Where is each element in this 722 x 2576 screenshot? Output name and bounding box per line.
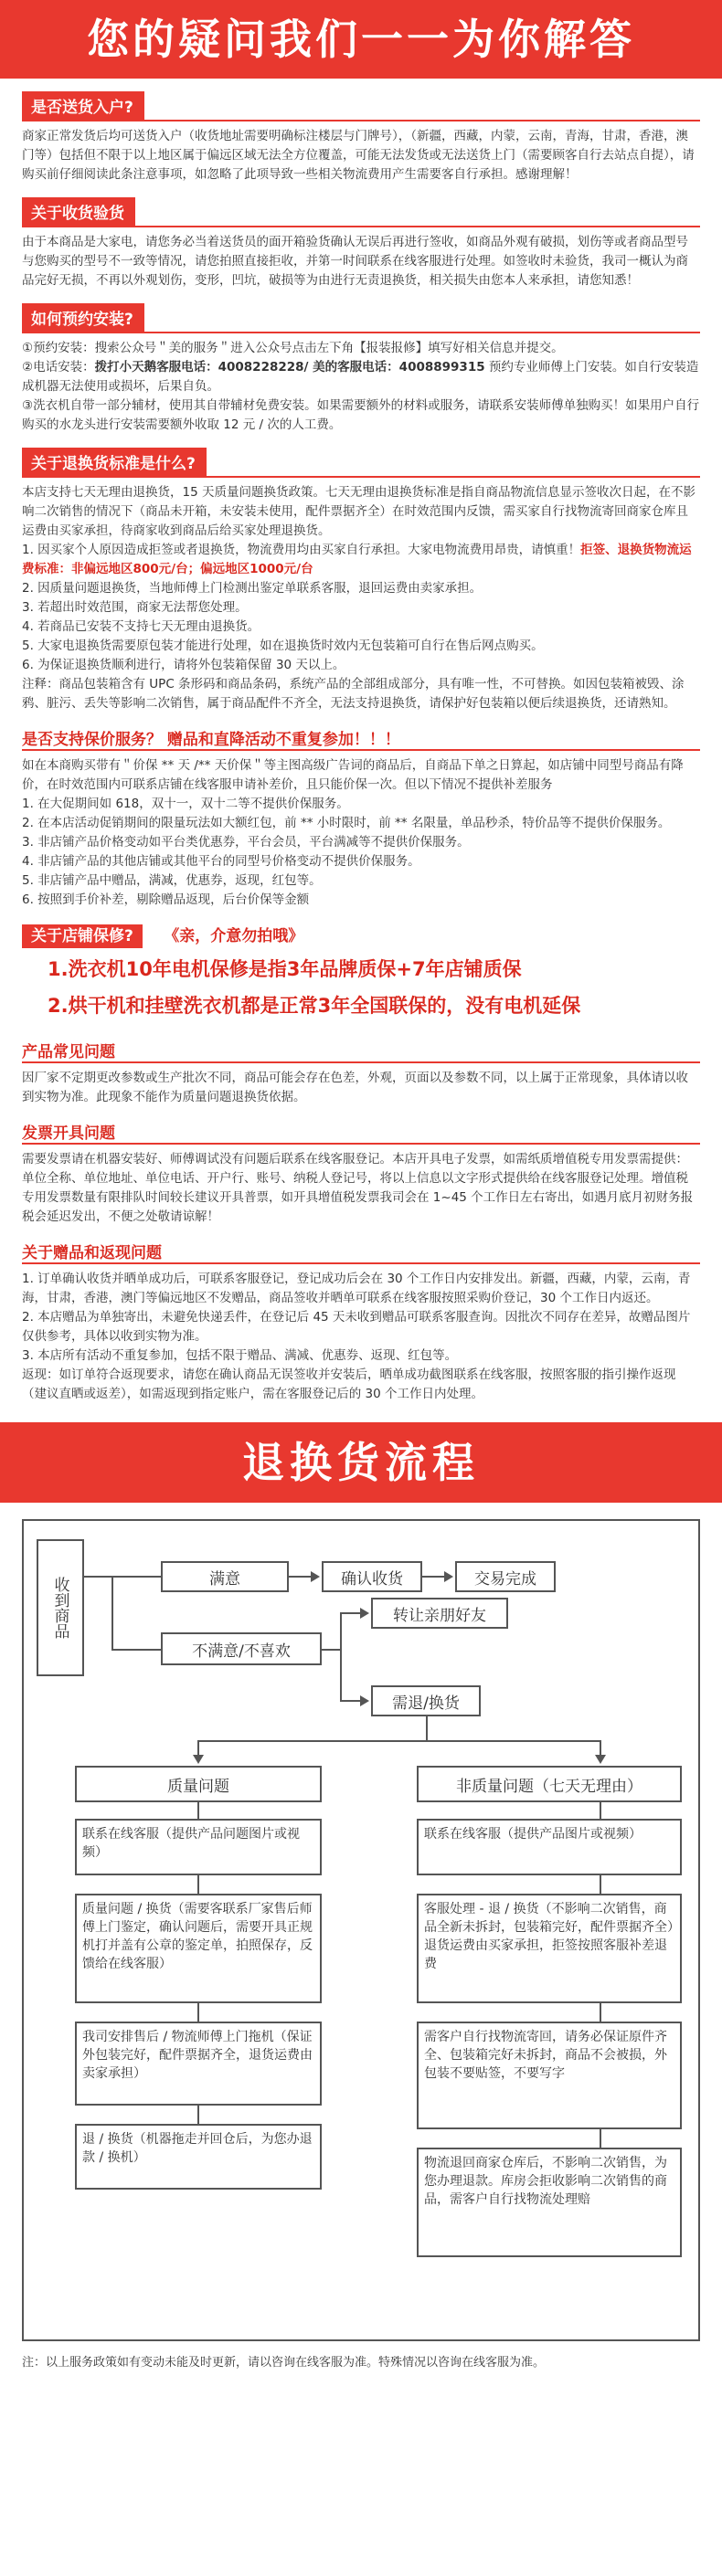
- gifts-item-1: 1. 订单确认收货并晒单成功后，可联系客服登记，登记成功后会在 30 个工作日内安排发出。新疆，西藏，内蒙，云南，青海，甘肃，香港，澳门等偏远地区不发赠品，商品签收并晒单可联系在线客服按照采购价登记，30 个工作日内返还。: [22, 1272, 691, 1305]
- flow-quality-step-2: 质量问题 / 换货（需要客联系厂家售后师傅上门鉴定，确认问题后，需要开具正规机打并盖有公章的鉴定单，拍照保存，反馈给在线客服）: [75, 1894, 322, 2003]
- flow-quality-issue: 质量问题: [75, 1766, 322, 1802]
- flow-quality-step-4: 退 / 换货（机器拖走并回仓后，为您办退款 / 换机）: [75, 2124, 322, 2190]
- flow-non-quality-step-4: 物流退回商家仓库后，不影响二次销售，为您办理退款。库房会拒收影响二次销售的商品，需客户自行找物流处理赔: [417, 2148, 682, 2257]
- connector: [600, 2003, 601, 2022]
- gifts-cashback: 返现：如订单符合返现要求，请您在确认商品无误签收并安装后，晒单成功截图联系在线客服，按照客服的指引操作返现（建议直晒或返差），如需返现到指定账户，需在客服登记后的 30 个工作日内处理。: [22, 1367, 676, 1401]
- delivery-text: 商家正常发货后均可送货入户（收货地址需要明确标注楼层与门牌号），（新疆，西藏，内蒙，云南，青海，甘肃，香港，澳门等）包括但不限于以上地区属于偏远区域无法全方位覆盖，可能无法发货或无法送货上门（需要顾客自行去站点自提），请购买前仔细阅读此条注意事项，如忽略了此项导致一些相关物流费用产生需要客自行承担。感谢理解！: [22, 129, 695, 182]
- divider: [22, 1262, 700, 1264]
- section-gifts: [22, 1240, 700, 1404]
- arrow-right: [311, 1571, 320, 1582]
- faq-text: 因厂家不定期更改参数或生产批次不同，商品可能会存在色差，外观，页面以及参数不同，以上属于正常现象，具体请以收到实物为准。此现象不能作为质量问题退换货依据。: [22, 1071, 688, 1104]
- connector: [197, 1802, 199, 1819]
- returns-item-2: 2. 因质量问题退换货，当地师傅上门检测出鉴定单联系客服，退回运费由卖家承担。: [22, 581, 483, 596]
- flow-received: 收到商品: [37, 1539, 84, 1676]
- connector: [84, 1576, 111, 1578]
- inspection-heading: 关于收货验货: [22, 197, 135, 226]
- gifts-text: [22, 1270, 700, 1404]
- connector: [197, 2106, 199, 2124]
- returns-item-4: 4. 若商品已安装不支持七天无理由退换货。: [22, 619, 260, 634]
- returns-item-5: 5. 大家电退换货需要原包装才能进行处理，如在退换货时效内无包装箱可自行在售后网点购买。: [22, 639, 544, 653]
- price-protection-item-4: 4. 非店铺产品的其他店铺或其他平台的同型号价格变动不提供价保服务。: [22, 854, 420, 869]
- connector: [322, 1649, 340, 1651]
- connector: [426, 1716, 428, 1740]
- connector: [600, 1802, 601, 1819]
- flow-quality-step-1: 联系在线客服（提供产品问题图片或视频）: [75, 1819, 322, 1875]
- connector: [111, 1576, 113, 1651]
- section-faq: [22, 1039, 700, 1107]
- delivery-heading: 是否送货入户?: [22, 91, 144, 120]
- price-protection-intro: 如在本商购买带有＂价保 ** 天 /** 天价保＂等主图高级广告词的商品后，自商品下单之日算起，如店铺中同型号商品有降价，在时效范围内可联系店铺在线客服申请补差价，且只能价保一次。但以下情况不提供补差服务: [22, 758, 684, 792]
- flow-non-quality-step-2: 客服处理 - 退 / 换货（不影响二次销售，商品全新未拆封，包装箱完好，配件票据齐全）退货运费由买家承担，拒签按照客服补差退费: [417, 1894, 682, 2003]
- returns-item-1-text: 1. 因买家个人原因造成拒签或者退换货，物流费用均由买家自行承担。大家电物流费用昂贵，请慎重！: [22, 543, 581, 557]
- connector: [197, 1740, 600, 1742]
- price-protection-item-2: 2. 在本店活动促销期间的限量玩法如大额红包，前 ** 小时限时，前 ** 名限量，单品秒杀，特价品等不提供价保服务。: [22, 816, 671, 830]
- flow-non-quality-step-3: 需客户自行找物流寄回，请务必保证原件齐全、包装箱完好未拆封，商品不会被损，外包装不要贴签，不要写字: [417, 2022, 682, 2129]
- price-protection-heading: 是否支持保价服务？ 赠品和直降活动不重复参加！！！: [22, 731, 400, 749]
- install-phone-note: 预约专业师傅上门安装。如自行安装造成机器无法使用或损坏，后果自负。: [22, 360, 699, 394]
- section-price-protection: [22, 726, 700, 910]
- flow-non-quality-step-1: 联系在线客服（提供产品图片或视频）: [417, 1819, 682, 1875]
- returns-item-6: 6. 为保证退换货顺利进行，请将外包装箱保留 30 天以上。: [22, 658, 345, 672]
- returns-heading: 关于退换货标准是什么?: [22, 448, 207, 476]
- divider: [22, 476, 700, 478]
- divider: [22, 1061, 700, 1063]
- connector: [340, 1700, 360, 1702]
- price-protection-item-6: 6. 按照到手价补差，剔除赠品返现，后台价保等金额: [22, 892, 310, 907]
- warranty-title: 关于店铺保修?: [22, 924, 143, 948]
- install-phone-label: ②电话安装：: [22, 360, 95, 375]
- price-protection-text: [22, 756, 700, 910]
- arrow-down: [595, 1755, 606, 1764]
- connector: [422, 1576, 444, 1578]
- divider: [22, 120, 700, 121]
- flow-transaction-complete: 交易完成: [455, 1561, 556, 1592]
- price-protection-item-5: 5. 非店铺产品中赠品，满减，优惠券，返现，红包等。: [22, 873, 322, 888]
- top-banner: 您的疑问我们一一为你解答: [0, 0, 722, 79]
- flow-quality-step-3: 我司安排售后 / 物流师傅上门拖机（保证外包装完好，配件票据齐全，退货运费由卖家承担）: [75, 2022, 322, 2106]
- connector: [197, 1875, 199, 1894]
- section-installation: [22, 303, 700, 435]
- flow-need-return: 需退/换货: [371, 1685, 481, 1716]
- faq-heading: 产品常见问题: [22, 1043, 115, 1061]
- connector: [340, 1612, 360, 1614]
- divider: [22, 226, 700, 227]
- flow-satisfied: 满意: [161, 1561, 289, 1592]
- installation-text: [22, 339, 700, 435]
- arrow-right: [360, 1608, 369, 1619]
- connector: [111, 1649, 161, 1651]
- install-phone-numbers: 拨打小天鹅客服电话：4008228228/ 美的客服电话：4008899315: [94, 360, 485, 375]
- section-invoice: [22, 1120, 700, 1227]
- arrow-right: [444, 1571, 453, 1582]
- install-item-3: ③洗衣机自带一部分辅材，使用其自带辅材免费安装。如果需要额外的材料或服务，请联系安装师傅单独购买！如果用户自行购买的水龙头进行安装需要额外收取 12 元 / 次的人工费。: [22, 398, 700, 432]
- price-protection-item-1: 1. 在大促期间如 618，双十一，双十二等不提供价保服务。: [22, 797, 349, 811]
- warranty-line-2: 2.烘干机和挂壁洗衣机都是正常3年全国联保的，没有电机延保: [48, 995, 581, 1017]
- divider: [22, 332, 700, 333]
- inspection-text: 由于本商品是大家电，请您务必当着送货员的面开箱验货确认无误后再进行签收，如商品外观有破损，划伤等或者商品型号与您购买的型号不一致等情况，请您拍照直接拒收，并第一时间联系在线客服进行处理。如签收时未验货，我司一概认为商品完好无损，不再以外观划伤，变形，凹坑，破损等为由进行无责退换货，相关损失由您本人来承担，请您知悉！: [22, 235, 688, 288]
- flow-confirm-receipt: 确认收货: [322, 1561, 422, 1592]
- section-returns: [22, 448, 700, 713]
- install-item-2: [22, 358, 700, 396]
- divider: [22, 1143, 700, 1145]
- footer-note: 注：以上服务政策如有变动未能及时更新，请以咨询在线客服为准。特殊情况以咨询在线客服为准。: [22, 2356, 546, 2370]
- price-protection-item-3: 3. 非店铺产品价格变动如平台类优惠券，平台会员，平台满减等不提供价保服务。: [22, 835, 470, 850]
- flow-transfer-friends: 转让亲朋好友: [371, 1598, 508, 1629]
- divider: [22, 749, 700, 751]
- gifts-heading: 关于赠品和返现问题: [22, 1244, 162, 1262]
- process-banner: 退换货流程: [0, 1422, 722, 1503]
- arrow-down: [193, 1755, 204, 1764]
- connector: [340, 1612, 342, 1700]
- installation-heading: 如何预约安装?: [22, 303, 144, 332]
- returns-intro: 本店支持七天无理由退换货，15 天质量问题换货政策。七天无理由退换货标准是指自商品物流信息显示签收次日起，在不影响二次销售的情况下（商品未开箱，未安装未使用，配件票据齐全）在时效范围内反馈，需买家自行找物流寄回商家仓库且运费由买家承担，待商家收到商品后给买家处理退换货。: [22, 485, 695, 538]
- invoice-text: 需要发票请在机器安装好、师傅调试没有问题后联系在线客服登记。本店开具电子发票，如需纸质增值税专用发票需提供：单位全称、单位地址、单位电话、开户行、账号、纳税人登记号，将以上信息以文字形式提供给在线客服登记处理。增值税专用发票数量有限排队时间较长建议开具普票，如开具增值税发票我司会在 1~45 个工作日左右寄出，如遇月底月初财务报税会延迟发出，不便之处敬请谅解！: [22, 1152, 694, 1224]
- returns-text: [22, 483, 700, 713]
- warranty-heading: [22, 923, 700, 945]
- connector: [600, 1875, 601, 1894]
- connector: [600, 2129, 601, 2148]
- connector: [111, 1576, 161, 1578]
- gifts-item-3: 3. 本店所有活动不重复参加，包括不限于赠品、满减、优惠券、返现、红包等。: [22, 1348, 458, 1363]
- arrow-right: [360, 1695, 369, 1706]
- invoice-heading: 发票开具问题: [22, 1124, 115, 1143]
- warranty-note: 《亲，介意勿拍哦》: [164, 927, 304, 945]
- returns-note: 注释：商品包装箱含有 UPC 条形码和商品条码，系统产品的全部组成部分，具有唯一性，不可替换。如因包装箱被毁、涂鸦、脏污、丢失等影响二次销售，属于商品配件不齐全，无法支持退换货，请保护好包装箱以便后续退换货，还请熟知。: [22, 677, 685, 711]
- returns-item-1: [22, 541, 700, 579]
- section-inspection: [22, 197, 700, 290]
- warranty-line-1: 1.洗衣机10年电机保修是指3年品牌质保+7年店铺质保: [48, 958, 522, 980]
- connector: [289, 1576, 311, 1578]
- section-delivery: [22, 91, 700, 185]
- flow-unsatisfied: 不满意/不喜欢: [161, 1632, 322, 1665]
- returns-item-3: 3. 若超出时效范围，商家无法帮您处理。: [22, 600, 248, 615]
- gifts-item-2: 2. 本店赠品为单独寄出，未避免快递丢件，在登记后 45 天未收到赠品可联系客服查询。因批次不同存在差异，故赠品图片仅供参考，具体以收到实物为准。: [22, 1310, 691, 1344]
- connector: [197, 2003, 199, 2022]
- return-process-flowchart: [22, 1519, 700, 2341]
- flow-non-quality-issue: 非质量问题（七天无理由）: [417, 1766, 682, 1802]
- returns-fee-standard: 拒签、退换货物流运费标准：非偏远地区800元/台；偏远地区1000元/台: [22, 543, 692, 576]
- install-item-1: ①预约安装：搜索公众号＂美的服务＂进入公众号点击左下角【报装报修】填写好相关信息并提交。: [22, 341, 564, 355]
